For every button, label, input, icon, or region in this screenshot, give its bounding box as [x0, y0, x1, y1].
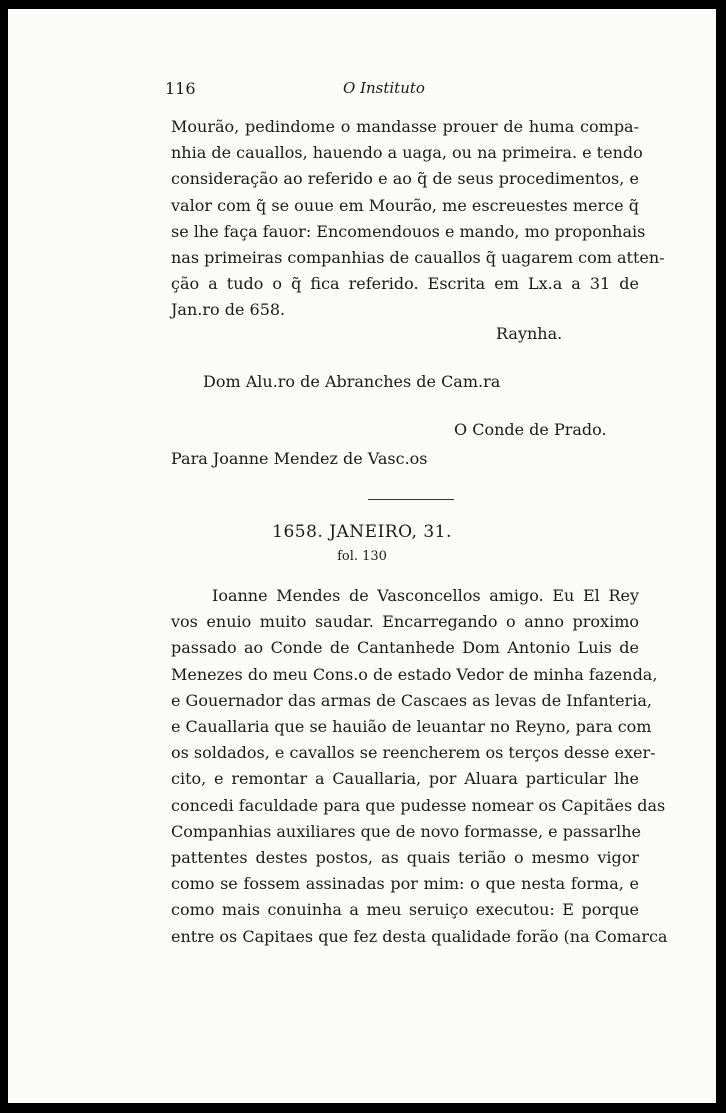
text-line: cito, e remontar a Cauallaria, por Aluara particular lhe	[171, 769, 639, 789]
running-title: O Instituto	[343, 79, 425, 97]
text-line: pattentes destes postos, as quais terião o mesmo vigor	[171, 848, 639, 868]
text-line: Ioanne Mendes de Vasconcellos amigo. Eu El Rey	[212, 586, 639, 605]
scanned-page	[8, 9, 716, 1103]
text-line: os soldados, e cavallos se reencherem os terços desse exer-	[171, 743, 656, 763]
text-line: valor com q̃ se ouue em Mourão, me escreuestes merce q̃	[171, 195, 639, 215]
text-line: vos enuio muito saudar. Encarregando o anno proximo	[171, 612, 639, 632]
text-line: e Gouernador das armas de Cascaes as levas de Infanteria,	[171, 690, 652, 710]
date-heading: 1658. JANEIRO, 31.	[272, 522, 452, 542]
text-line: nas primeiras companhias de cauallos q̃ uagarem com atten-	[171, 248, 665, 268]
page-header	[8, 79, 716, 103]
text-line: como mais conuinha a meu seruiço executou: E porque	[171, 900, 639, 920]
text-line: Mourão, pedindome o mandasse prouer de huma compa-	[171, 117, 639, 136]
text-line: Menezes do meu Cons.o de estado Vedor de minha fazenda,	[171, 664, 658, 684]
signature-conde: O Conde de Prado.	[454, 420, 607, 439]
text-line: Companhias auxiliares que de novo formasse, e passarlhe	[171, 821, 641, 841]
page-number: 116	[165, 79, 196, 98]
letter-1-body	[171, 114, 665, 324]
text-line: ção a tudo o q̃ fica referido. Escrita em Lx.a a 31 de	[171, 274, 639, 294]
text-line: consideração ao referido e ao q̃ de seus procedimentos, e	[171, 169, 639, 189]
letter-2-body	[171, 583, 668, 950]
text-line: como se fossem assinadas por mim: o que nesta forma, e	[171, 874, 639, 894]
text-line: Jan.ro de 658.	[171, 300, 286, 320]
folio-reference: fol. 130	[337, 549, 387, 564]
text-line: nhia de cauallos, hauendo a uaga, ou na primeira. e tendo	[171, 143, 643, 163]
text-line: concedi faculdade para que pudesse nomear os Capitães das	[171, 795, 666, 815]
signature-raynha: Raynha.	[496, 324, 563, 343]
countersignature-line: Dom Alu.ro de Abranches de Cam.ra	[203, 372, 501, 391]
addressee-line: Para Joanne Mendez de Vasc.os	[171, 449, 428, 468]
text-line: se lhe faça fauor: Encomendouos e mando, mo proponhais	[171, 221, 646, 241]
text-line: entre os Capitaes que fez desta qualidade forão (na Comarca	[171, 926, 668, 946]
text-line: e Cauallaria que se hauião de leuantar no Reyno, para com	[171, 717, 652, 737]
section-divider	[368, 499, 454, 500]
text-line: passado ao Conde de Cantanhede Dom Antonio Luis de	[171, 638, 639, 658]
